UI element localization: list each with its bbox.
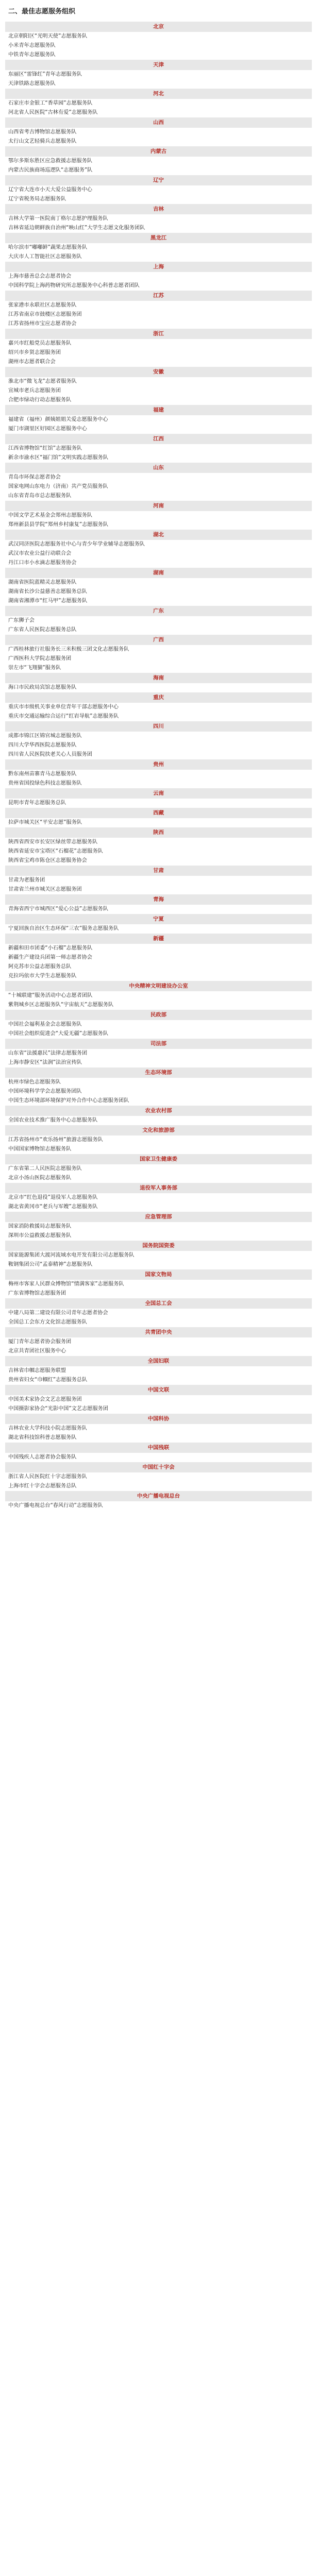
list-item: 青海省西宁市城西区“爱心公益”志愿服务队: [8, 906, 108, 912]
list-item: 崇左市“飞翔猫”服务队: [8, 665, 61, 671]
list-item: 紫荆城乡区志愿服务队“宇宙航天”志愿服务队: [8, 1002, 114, 1008]
list-item: 张家港市永联社区志愿服务队: [8, 302, 77, 308]
list-item: 全国总工会东方文化馆志愿服务队: [8, 1319, 87, 1325]
section-header: 广东: [5, 606, 312, 616]
section-header: 宁夏: [5, 914, 312, 924]
list-item: 中国社会福利基金会志愿服务队: [8, 1022, 82, 1027]
list-item: 中国残疾人志愿者协会服务队: [8, 1454, 77, 1460]
list-item: 广西医科大学院志愿服务团: [8, 656, 72, 662]
section-block: [5, 1212, 312, 1241]
section-header: 北京: [5, 22, 312, 32]
section-block: [5, 1067, 312, 1106]
section-block: [5, 692, 312, 721]
section-block: [5, 89, 312, 117]
list-item: 昆明市青年志愿服务总队: [8, 800, 66, 806]
list-item: 湖南省长沙公益慈善志愿服务总队: [8, 589, 87, 595]
section-header: 河南: [5, 501, 312, 511]
section-header: 文化和旅游部: [5, 1125, 312, 1136]
section-header: 海南: [5, 673, 312, 683]
list-item: 江苏省扬州市“欢乐扬州”旅游志愿服务队: [8, 1137, 103, 1143]
list-item: 四川大学华西医院志愿服务队: [8, 742, 77, 748]
section-header: 广西: [5, 635, 312, 645]
section-block: [5, 1298, 312, 1327]
list-item: 杭州市绿色志愿服务队: [8, 1079, 61, 1085]
section-header: 辽宁: [5, 175, 312, 185]
list-item: 丹江口市小水滴志愿服务协会: [8, 560, 77, 566]
section-block: [5, 291, 312, 329]
list-item: 青岛市环保志愿者协会: [8, 474, 61, 480]
list-item: 陕西省宝鸡市陈仓区志愿服务协会: [8, 858, 87, 863]
section-header: 中国文联: [5, 1385, 312, 1395]
list-item: 吉林大学第一医院南丁格尔志愿护理服务队: [8, 216, 108, 222]
list-item: 湖北省科技馆科普志愿服务队: [8, 1435, 77, 1440]
list-item: 小米青年志愿服务队: [8, 43, 56, 48]
list-item: 湖州市志愿者联合会: [8, 359, 56, 365]
list-item: 中国美术家协会文艺志愿服务团: [8, 1397, 82, 1402]
section-block: [5, 463, 312, 501]
list-item: 江西省博物馆“红馆”志愿服务队: [8, 446, 82, 451]
list-item: 中国社会组织促进会“大爱无疆”志愿服务队: [8, 1031, 108, 1037]
section-block: [5, 1356, 312, 1385]
list-item: 鄂尔多斯东胜区应急救援志愿服务队: [8, 158, 92, 164]
list-item: 中国国家博物馆志愿服务队: [8, 1146, 72, 1152]
list-item: 太行山文艺轻骑兵志愿服务队: [8, 139, 77, 144]
list-item: 中央广播电视总台“春风行动”志愿服务队: [8, 1503, 103, 1509]
section-block: [5, 673, 312, 692]
section-block: [5, 1125, 312, 1154]
list-item: 四川省人民医院扶老关心人员服务团: [8, 752, 92, 757]
section-block: [5, 1241, 312, 1269]
list-item: 上海市慈善总会志愿者协会: [8, 274, 72, 279]
section-header: 贵州: [5, 759, 312, 770]
section-header: 国家卫生健康委: [5, 1154, 312, 1164]
section-block: [5, 1491, 312, 1511]
list-item: 江苏省南京市鼓楼区志愿服务团: [8, 312, 82, 317]
list-item: 梅州市客家人民群众博物馆“情满客家”志愿服务队: [8, 1281, 124, 1287]
list-item: 厦门市湖里区好园区志愿服务中心: [8, 426, 87, 432]
section-block: [5, 233, 312, 262]
list-item: 深圳市公益救援志愿服务队: [8, 1233, 72, 1239]
section-block: [5, 367, 312, 405]
list-item: 鞍钢集团公司“孟泰精神”志愿服务队: [8, 1262, 93, 1267]
list-item: 厦门青年志愿者协会服务团: [8, 1339, 72, 1345]
list-item: 湖南省湘潭市“红马甲”志愿服务队: [8, 598, 88, 604]
section-header: 湖南: [5, 568, 312, 578]
list-item: 吉林省延边朝鲜族自治州“映山红”大学生志愿文化服务团队: [8, 225, 145, 231]
section-block: [5, 175, 312, 204]
section-header: 司法部: [5, 1039, 312, 1049]
section-header: 黑龙江: [5, 233, 312, 243]
list-item: 中铁青年志愿服务队: [8, 52, 56, 58]
list-item: 广东省博物馆志愿服务团: [8, 1291, 66, 1296]
list-item: 郑州新县县学院“郑州乡村康复”志愿服务队: [8, 522, 108, 528]
list-item: 上海市红十字会志愿服务总队: [8, 1483, 77, 1489]
section-header: 生态环境部: [5, 1067, 312, 1078]
list-item: 哈尔滨市“嘟嘟鲜”蔬果志愿服务队: [8, 245, 88, 250]
list-item: 中建八局第二建设有限公司青年志愿者协会: [8, 1310, 108, 1316]
section-block: [5, 1385, 312, 1414]
section-header: 农业农村部: [5, 1106, 312, 1116]
section-block: [5, 530, 312, 568]
section-header: 中国残联: [5, 1443, 312, 1453]
section-header: 吉林: [5, 204, 312, 214]
list-item: “十城联建”服务活动中心志愿者团队: [8, 993, 93, 998]
list-item: 成都市锦江区锦官城志愿服务队: [8, 733, 82, 739]
list-item: 上海市静安区“法润”法治宣传队: [8, 1060, 82, 1065]
list-item: 武汉市农业公益行动联合会: [8, 551, 72, 556]
list-item: 浙江省人民医院红十字志愿服务队: [8, 1474, 87, 1480]
list-item: 陕西省延安市宝塔区“石榴花”志愿服务队: [8, 849, 103, 854]
list-item: 辽宁省大连市小天大爱公益服务中心: [8, 187, 92, 193]
section-block: [5, 808, 312, 827]
list-item: 广西桂林旅行社服务长三米积极三团文化志愿服务队: [8, 647, 129, 652]
list-item: 内蒙古民族商场巡逻队“志愿服务”队: [8, 167, 93, 173]
list-item: 北京市“红色退役”退役军人志愿服务队: [8, 1195, 98, 1200]
list-item: 广东省第二人民医院志愿服务队: [8, 1166, 82, 1172]
section-block: [5, 146, 312, 175]
section-header: 共青团中央: [5, 1327, 312, 1337]
section-block: [5, 434, 312, 463]
document-title: 二、最佳志愿服务组织: [8, 8, 76, 15]
section-header: 山西: [5, 117, 312, 128]
section-block: [5, 1443, 312, 1462]
section-block: [5, 1039, 312, 1067]
section-block: [5, 262, 312, 291]
list-item: 宣城市老兵志愿服务团: [8, 388, 61, 394]
list-item: 拉萨市城关区“平安志愿”服务队: [8, 820, 82, 825]
section-header: 江西: [5, 434, 312, 444]
list-item: 新余市渝水区“福门馆”文明实践志愿服务队: [8, 455, 108, 461]
section-header: 湖北: [5, 530, 312, 540]
section-header: 国务院国资委: [5, 1241, 312, 1251]
section-block: [5, 60, 312, 89]
list-item: 阿克苏市公益志愿服务总队: [8, 964, 72, 970]
section-header: 山东: [5, 463, 312, 473]
section-block: [5, 1183, 312, 1212]
list-item: 福建省（福州）颜姨姐姐关爱志愿服务中心: [8, 417, 108, 422]
section-header: 河北: [5, 89, 312, 99]
section-header: 全国妇联: [5, 1356, 312, 1366]
section-block: [5, 1462, 312, 1491]
list-item: 国家电网山东电力（济南）共产党员服务队: [8, 484, 108, 489]
list-item: 贵州省妇女“巾帼红”志愿服务总队: [8, 1377, 88, 1383]
list-item: 中国环境科学学会志愿服务团队: [8, 1089, 82, 1094]
list-item: 大庆市人工智能社区志愿服务队: [8, 254, 82, 260]
section-block: [5, 204, 312, 233]
list-item: 江苏省扬州市宝应志愿者协会: [8, 321, 77, 327]
list-item: 山东省青岛市总志愿服务队: [8, 493, 72, 499]
list-item: 甘肃为老服务团: [8, 877, 45, 883]
section-header: 陕西: [5, 827, 312, 838]
section-block: [5, 914, 312, 934]
list-item: 吉林省巾帼志愿服务联盟: [8, 1368, 66, 1374]
list-item: 重庆市交通运输综合运行“红岩导航”志愿服务队: [8, 714, 119, 719]
list-item: 辽宁省税务局志愿服务队: [8, 196, 66, 202]
list-item: 重庆市市级机关事业单位青年干部志愿服务中心: [8, 704, 119, 710]
list-item: 北京朝阳区“光明天使”志愿服务队: [8, 33, 88, 39]
section-header: 浙江: [5, 329, 312, 339]
list-item: 国家能源集团大渡河流域水电开发有限公司志愿服务队: [8, 1252, 135, 1258]
section-list: [5, 22, 312, 1511]
list-item: 全国农业技术推广服务中心志愿服务队: [8, 1117, 98, 1123]
section-block: [5, 934, 312, 981]
section-block: [5, 405, 312, 434]
list-item: 武汉同济医院志愿服务社中心与青少年学业辅导志愿服务队: [8, 541, 145, 547]
section-header: 天津: [5, 60, 312, 70]
section-block: [5, 1010, 312, 1039]
section-header: 应急管理部: [5, 1212, 312, 1222]
list-item: 广东省人民医院志愿服务总队: [8, 627, 77, 633]
list-item: 甘肃省兰州市城关区志愿服务团: [8, 887, 82, 892]
section-block: [5, 1106, 312, 1125]
section-header: 中央广播电视总台: [5, 1491, 312, 1501]
section-header: 中央精神文明建设办公室: [5, 981, 312, 991]
list-item: 山西省考古博物馆志愿服务队: [8, 129, 77, 135]
section-block: [5, 1269, 312, 1298]
list-item: 克拉玛依市大学生志愿服务队: [8, 973, 77, 979]
section-block: [5, 1414, 312, 1443]
section-block: [5, 788, 312, 808]
section-header: 内蒙古: [5, 146, 312, 157]
list-item: 贵州省国投绿色科技志愿服务队: [8, 781, 82, 786]
section-header: 全国总工会: [5, 1298, 312, 1309]
section-block: [5, 866, 312, 894]
list-item: 河北省人民医院“古林有爱”志愿服务队: [8, 110, 98, 115]
section-header: 新疆: [5, 934, 312, 944]
section-header: 西藏: [5, 808, 312, 818]
section-block: [5, 635, 312, 673]
list-item: 北京共青团社区服务中心: [8, 1348, 66, 1354]
section-header: 退役军人事务部: [5, 1183, 312, 1193]
list-item: 淮北市“微飞龙”志愿者服务队: [8, 379, 77, 384]
list-item: 黔东南州苗寨青马志愿服务队: [8, 771, 77, 777]
list-item: 天津铁路志愿服务队: [8, 81, 56, 87]
list-item: 中国生态环境部环境保护对外合作中心志愿服务团队: [8, 1098, 129, 1104]
section-block: [5, 606, 312, 635]
list-item: 广东狮子会: [8, 618, 35, 623]
section-header: 上海: [5, 262, 312, 272]
list-item: 绍兴市乡贤志愿服务团: [8, 350, 61, 355]
section-header: 青海: [5, 894, 312, 905]
section-header: 甘肃: [5, 866, 312, 876]
section-block: [5, 721, 312, 759]
section-block: [5, 759, 312, 788]
section-header: 云南: [5, 788, 312, 799]
section-block: [5, 501, 312, 530]
list-item: 新疆和田市团委“小石榴”志愿服务队: [8, 945, 93, 951]
section-block: [5, 1327, 312, 1356]
section-header: 重庆: [5, 692, 312, 703]
list-item: 山东省“法援惠民”法律志愿服务团: [8, 1050, 88, 1056]
list-item: 海口市民政局宾馆志愿服务队: [8, 685, 77, 690]
section-block: [5, 22, 312, 60]
section-block: [5, 329, 312, 367]
list-item: 中国摄影家协会“光影中国”文艺志愿服务团: [8, 1406, 108, 1412]
section-block: [5, 117, 312, 146]
list-item: 湖北省黄冈市“老兵与军嫂”志愿服务队: [8, 1204, 98, 1210]
section-block: [5, 894, 312, 914]
section-header: 福建: [5, 405, 312, 415]
list-item: 国家消防救援局志愿服务队: [8, 1224, 72, 1229]
section-header: 中国科协: [5, 1414, 312, 1424]
section-block: [5, 568, 312, 606]
list-item: 石家庄市金银工“香草园”志愿服务队: [8, 100, 93, 106]
list-item: 嘉兴市红船党员志愿服务队: [8, 341, 72, 346]
section-block: [5, 981, 312, 1010]
list-item: 陕西省西安市长安区绿丝带志愿服务队: [8, 839, 98, 845]
section-header: 中国红十字会: [5, 1462, 312, 1472]
list-item: 合肥市绿动行动志愿服务队: [8, 397, 72, 403]
section-block: [5, 1154, 312, 1183]
section-header: 江苏: [5, 291, 312, 301]
section-header: 国家文物局: [5, 1269, 312, 1280]
section-block: [5, 827, 312, 866]
list-item: 吉林农业大学科技小院志愿服务队: [8, 1426, 87, 1431]
list-item: 北京小汤山医院志愿服务队: [8, 1175, 72, 1181]
section-header: 民政部: [5, 1010, 312, 1020]
section-header: 安徽: [5, 367, 312, 377]
list-item: 湖南省医院蓝精灵志愿服务队: [8, 580, 77, 585]
list-item: 宁夏回族自治区生态环保“三农”服务志愿服务队: [8, 926, 119, 931]
list-item: 中国科学院上海药物研究所志愿服务中心科普志愿者团队: [8, 283, 140, 289]
section-header: 四川: [5, 721, 312, 732]
list-item: 中国文学艺术基金会郑州志愿服务队: [8, 513, 92, 518]
list-item: 新疆生产建设兵团第一师志愿者协会: [8, 955, 92, 960]
list-item: 东丽区“雷锋红”青年志愿服务队: [8, 72, 82, 77]
